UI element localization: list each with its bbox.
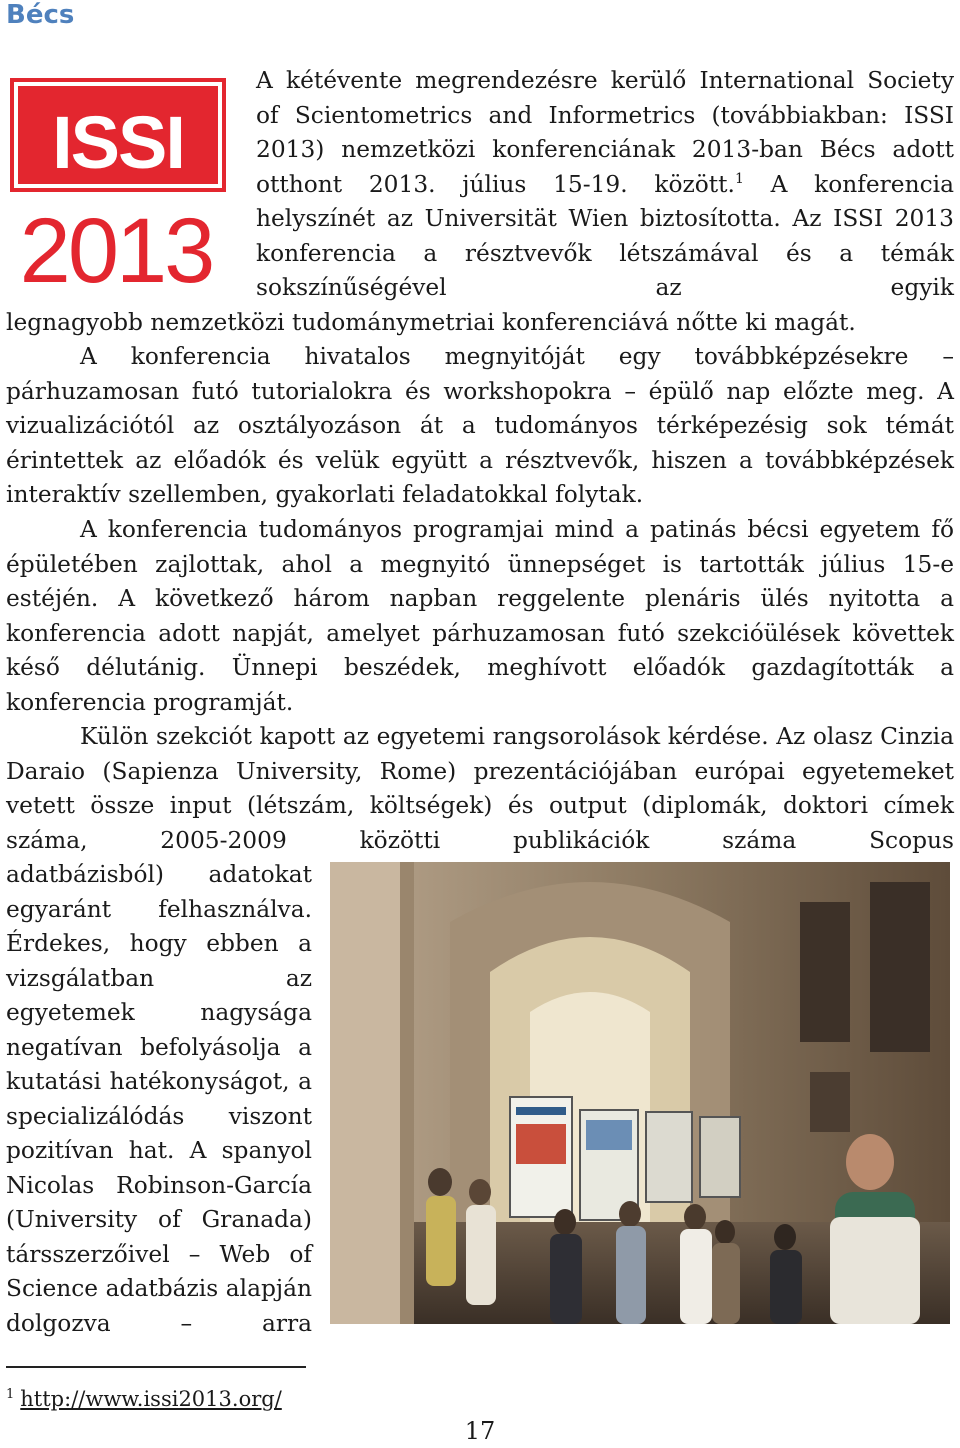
footnote-link[interactable]: http://www.issi2013.org/ [20,1387,282,1411]
paragraph-1-text-rest: A konferencia helyszínét az Universität Wien biztosította. Az ISSI 2013 konferencia a résztvevők létszámával és a témák sokszínűségével az egyik [256,170,954,301]
footnote-number: 1 [6,1387,15,1402]
paragraph-1-full: legnagyobb nemzetközi tudománymetriai konferenciává nőtte ki magát. [6,309,856,336]
footnote-separator [6,1366,306,1368]
issi-2013-logo [10,78,226,288]
page-heading: Bécs [6,0,75,30]
logo-text-year: 2013 [19,200,213,288]
page-number: 17 [464,1417,496,1445]
paragraph-4-narrow: adatbázisból) adatokat egyaránt felhasználva. Érdekes, hogy ebben a vizsgálatban az egyetemek nagysága negatívan befolyásolja a kutatási hatékonyságot, a specializálódás viszont pozitívan hat. A spanyol Nicolas Robinson-García (University of Granada) társszerzőivel – Web of Science adatbázis alapján dolgozva – arra [6,861,312,1337]
footnote-ref[interactable]: 1 [734,170,744,187]
footnote [6,1380,282,1414]
conference-photo [330,862,950,1324]
paragraph-1-text: A kétévente megrendezésre kerülő International Society of Scientometrics and Informetrics (továbbiakban: ISSI 2013) nemzetközi konferenciának 2013-ban Bécs adott otthont 2013. július 15-19. között. [256,67,954,198]
paragraph-3: A konferencia tudományos programjai mind a patinás bécsi egyetem fő épületében zajlottak, ahol a megnyitó ünnepséget is tartották július 15-e estéjén. A következő három napban reggelente plenáris ülés nyitotta a konferencia adott napját, amelyet párhuzamosan futó szekcióülések követtek késő délutánig. Ünnepi beszédek, meghívott előadók gazdagították a konferencia programját. [6,516,954,716]
paragraph-4-full: Külön szekciót kapott az egyetemi rangsorolások kérdése. Az olasz Cinzia Daraio (Sapienza University, Rome) prezentációjában európai egyetemeket vetett össze input (létszám, költségek) és output (diplomák, doktori címek száma, 2005-2009 közötti publikációk száma Scopus [6,723,954,854]
paragraph-2: A konferencia hivatalos megnyitóját egy továbbképzésekre – párhuzamosan futó tutorialokra és workshopokra – épülő nap előzte meg. A vizualizációtól az osztályozáson át a tudományos térképezésig sok témát érintettek az előadók és velük együtt a résztvevők, hiszen a továbbképzések interaktív szellemben, gyakorlati feladatokkal folytak. [6,343,954,508]
logo-text-issi: ISSI [52,101,184,184]
paragraph-1-float [256,64,954,306]
